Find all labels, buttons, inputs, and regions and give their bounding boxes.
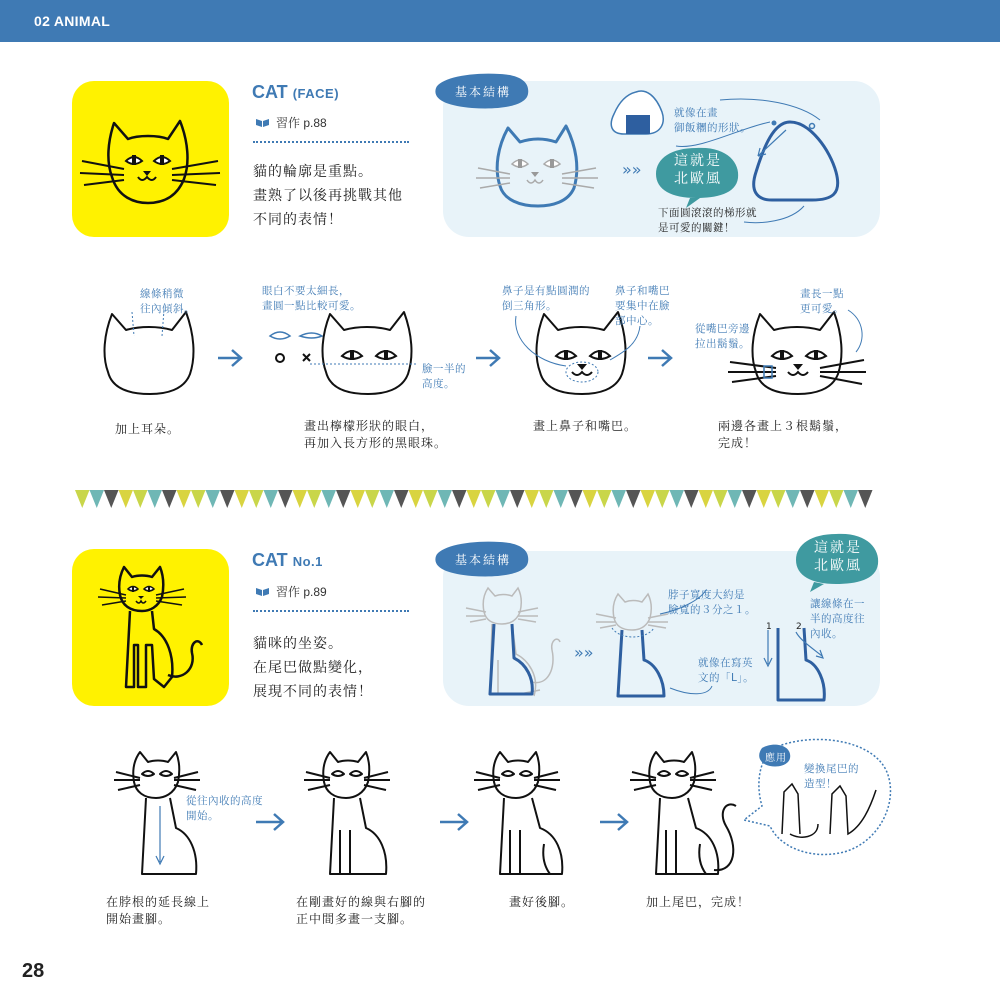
step3-note-b: 鼻子和嘴巴 要集中在臉 部中心。	[615, 285, 670, 327]
chevrons-icon: »»	[574, 643, 594, 662]
step2-caption: 在剛畫好的線與右腳的 正中間多畫一支腳。	[296, 895, 427, 926]
bunting-flag	[670, 490, 685, 508]
body-outline-shape	[490, 624, 532, 694]
note-inward: 讓線條在一 半的高度往 內收。	[810, 598, 865, 640]
note-rice: 就像在畫 御飯糰的形狀。	[674, 107, 751, 134]
label-2: 2	[796, 622, 803, 632]
chevrons-icon: »»	[622, 160, 642, 179]
bunting-flag	[612, 490, 627, 508]
bunting-flag	[365, 490, 380, 508]
bunting-flag	[438, 490, 453, 508]
bunting-flag	[800, 490, 815, 508]
step1-caption: 加上耳朵。	[115, 422, 181, 436]
bunting-flag	[206, 490, 221, 508]
section1-title: CAT (FACE)	[252, 82, 340, 102]
step3-caption: 畫好後腳。	[509, 895, 575, 909]
arrow-right-icon	[648, 350, 671, 366]
step1-head	[105, 312, 194, 394]
bunting-flag	[713, 490, 728, 508]
structure-cat-neck	[596, 594, 668, 696]
bunting-flag	[539, 490, 554, 508]
bunting-flag	[351, 490, 366, 508]
page-number: 28	[22, 960, 45, 982]
bunting-flag	[771, 490, 786, 508]
onigiri-icon	[611, 91, 663, 134]
bunting-divider	[75, 490, 873, 508]
arrow-right-icon	[218, 350, 241, 366]
bunting-flag	[423, 490, 438, 508]
bunting-flag	[568, 490, 583, 508]
bubble-text: 這就是 北歐風	[814, 540, 862, 574]
note-l-shape: 就像在寫英 文的「L」。	[698, 657, 755, 684]
structure-tag: 基本結構	[455, 553, 512, 567]
bunting-flag	[75, 490, 90, 508]
step4-note-b: 畫長一點 更可愛。	[800, 288, 844, 315]
bunting-flag	[829, 490, 844, 508]
step3-note-a: 鼻子是有點圓潤的 倒三角形。	[502, 285, 590, 312]
bunting-flag	[409, 490, 424, 508]
bunting-flag	[162, 490, 177, 508]
step4-head	[753, 312, 842, 394]
bunting-flag	[394, 490, 409, 508]
eye-shape-samples	[270, 332, 322, 362]
bunting-flag	[757, 490, 772, 508]
section2-title: CAT No.1	[252, 550, 323, 570]
bunting-flag	[510, 490, 525, 508]
bunting-flag	[336, 490, 351, 508]
bunting-flag	[467, 490, 482, 508]
step2-note: 眼白不要太細長， 畫圓一點比較可愛。	[262, 285, 361, 312]
section-label: 02 ANIMAL	[34, 13, 111, 29]
bunting-flag	[278, 490, 293, 508]
label-1: 1	[766, 622, 773, 632]
structure-cat-head	[476, 126, 598, 206]
bunting-flag	[481, 490, 496, 508]
bunting-flag	[496, 490, 511, 508]
bunting-flag	[220, 490, 235, 508]
bunting-flag	[264, 490, 279, 508]
bunting-flag	[452, 490, 467, 508]
bunting-flag	[148, 490, 163, 508]
note-neck: 脖子寬度大約是 臉寬的３分之１。	[668, 589, 756, 616]
bunting-flag	[249, 490, 264, 508]
bunting-flag	[322, 490, 337, 508]
bunting-flag	[380, 490, 395, 508]
bunting-flag	[293, 490, 308, 508]
bunting-flag	[626, 490, 641, 508]
bunting-flag	[177, 490, 192, 508]
step-cat-4	[630, 752, 736, 874]
bunting-flag	[119, 490, 134, 508]
bunting-flag	[858, 490, 873, 508]
bunting-flag	[684, 490, 699, 508]
step-cat-2	[304, 752, 390, 874]
rounded-triangle-shape	[754, 122, 838, 200]
step-cat-3	[474, 752, 562, 874]
apply-note: 變換尾巴的 造型！	[804, 763, 859, 790]
step4-note-a: 從嘴巴旁邊 拉出鬍鬚。	[695, 323, 750, 350]
structure-tag: 基本結構	[455, 85, 512, 99]
connector-line	[670, 686, 712, 694]
bunting-flag	[699, 490, 714, 508]
bunting-flag	[235, 490, 250, 508]
section2-reference: 習作 p.89	[255, 583, 327, 600]
bunting-flag	[90, 490, 105, 508]
bunting-flag	[133, 490, 148, 508]
section1-description: 貓的輪廓是重點。 畫熟了以後再挑戰其他 不同的表情！	[253, 164, 403, 228]
section1-reference: 習作 p.88	[255, 114, 327, 131]
bunting-flag	[583, 490, 598, 508]
bunting-flag	[641, 490, 656, 508]
arrow-right-icon	[476, 350, 499, 366]
arrow-right-icon	[440, 814, 467, 830]
step1-note: 從往內收的高度 開始。	[186, 795, 263, 822]
step3-caption: 畫上鼻子和嘴巴。	[533, 419, 638, 433]
step2-caption: 畫出檸檬形狀的眼白， 再加入長方形的黑眼珠。	[304, 419, 448, 450]
bunting-flag	[786, 490, 801, 508]
step4-caption: 兩邊各畫上３根鬍鬚， 完成！	[718, 419, 849, 450]
bunting-flag	[844, 490, 859, 508]
bunting-flag	[191, 490, 206, 508]
bunting-flag	[742, 490, 757, 508]
step1-caption: 在脖根的延長線上 開始畫腳。	[106, 895, 211, 926]
bunting-flag	[554, 490, 569, 508]
arrow-right-icon	[600, 814, 627, 830]
bunting-flag	[655, 490, 670, 508]
step1-note: 線條稍微 往內傾斜。	[140, 288, 195, 315]
step4-caption: 加上尾巴，完成！	[646, 895, 751, 909]
bunting-flag	[728, 490, 743, 508]
bunting-flag	[307, 490, 322, 508]
bunting-flag	[597, 490, 612, 508]
step2-side-note: 臉一半的 高度。	[422, 363, 466, 390]
note-bottom: 下面圓滾滾的梯形就 是可愛的關鍵！	[658, 207, 757, 234]
bunting-flag	[815, 490, 830, 508]
bunting-flag	[104, 490, 119, 508]
bubble-text: 這就是 北歐風	[674, 153, 722, 187]
section2-description: 貓咪的坐姿。 在尾巴做點變化， 展現不同的表情！	[253, 636, 373, 700]
bunting-flag	[525, 490, 540, 508]
apply-tag: 應用	[765, 753, 787, 764]
step2-head	[323, 312, 412, 394]
